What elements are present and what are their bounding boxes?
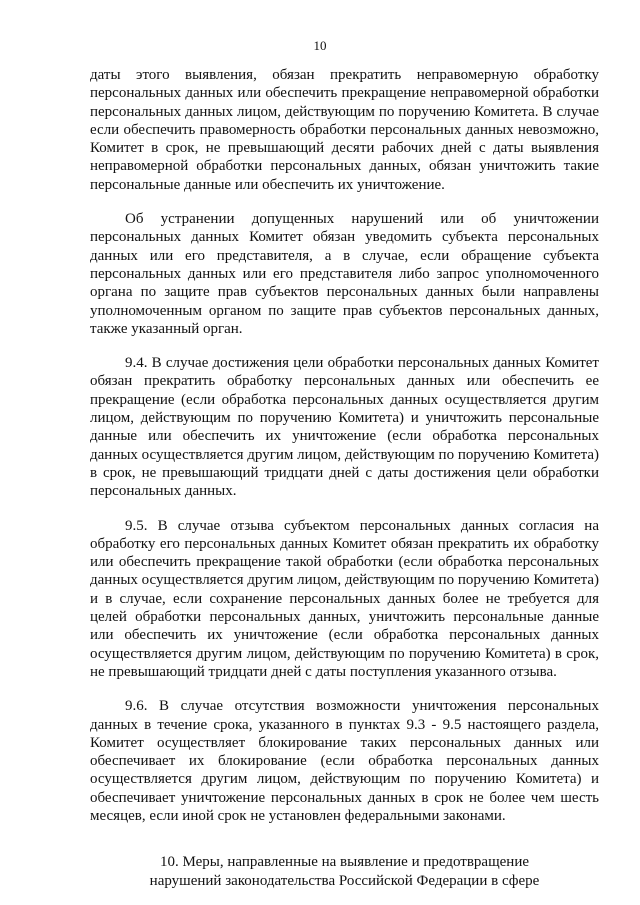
section-heading-line-1: 10. Меры, направленные на выявление и предотвращение (159, 854, 530, 871)
document-body (90, 66, 599, 891)
paragraph-notification: Об устранении допущенных нарушений или об уничтожении персональных данных Комитет обязан уведомить субъекта персональных данных или его представителя, а в случае, если обращение субъекта персональных данных или его представителя либо запрос уполномоченного органа по защите прав субъектов персональных данных были направлены уполномоченным органом по защите прав субъектов персональных данных, также указанный орган. (90, 211, 599, 337)
page-number: 10 (313, 38, 327, 53)
paragraph-9-6: 9.6. В случае отсутствия возможности уничтожения персональных данных в течение срока, указанного в пунктах 9.3 - 9.5 настоящего раздела, Комитет осуществляет блокирование таких персональных данных или обеспечивает их блокирование (если обработка персональных данных осуществляется другим лицом, действующим по поручению Комитета) и обеспечивает уничтожение персональных данных в срок не более чем шесть месяцев, если иной срок не установлен федеральными законами. (90, 698, 599, 824)
paragraph-9-4: 9.4. В случае достижения цели обработки персональных данных Комитет обязан прекратить обработку персональных данных или обеспечить ее прекращение (если обработка персональных данных осуществляется другим лицом, действующим по поручению Комитета) и уничтожить персональные данные или обеспечить их уничтожение (если обработка персональных данных осуществляется другим лицом, действующим по поручению Комитета) в срок, не превышающий тридцати дней с даты достижения цели обработки персональных данных. (90, 355, 599, 500)
section-heading (90, 853, 599, 891)
paragraph-9-5: 9.5. В случае отзыва субъектом персональных данных согласия на обработку его персональных данных Комитет обязан прекратить их обработку или обеспечить прекращение такой обработки (если обработка персональных данных осуществляется другим лицом, действующим по поручению Комитета) и в случае, если сохранение персональных данных более не требуется для целей обработки персональных данных, уничтожить персональные данные или обеспечить их уничтожение (если обработка персональных данных осуществляется другим лицом, действующим по поручению Комитета) в срок, не превышающий тридцати дней с даты поступления указанного отзыва. (90, 517, 599, 680)
paragraph-continuation: даты этого выявления, обязан прекратить неправомерную обработку персональных данных или обеспечить прекращение неправомерной обработки персональных данных лицом, действующим по поручению Комитета. В случае если обеспечить правомерность обработки персональных данных невозможно, Комитет в срок, не превышающий десяти рабочих дней с даты выявления неправомерной обработки персональных данных, обязан уничтожить такие персональные данные или обеспечить их уничтожение. (90, 67, 599, 193)
section-heading-line-2: нарушений законодательства Российской Федерации в сфере (149, 873, 540, 890)
